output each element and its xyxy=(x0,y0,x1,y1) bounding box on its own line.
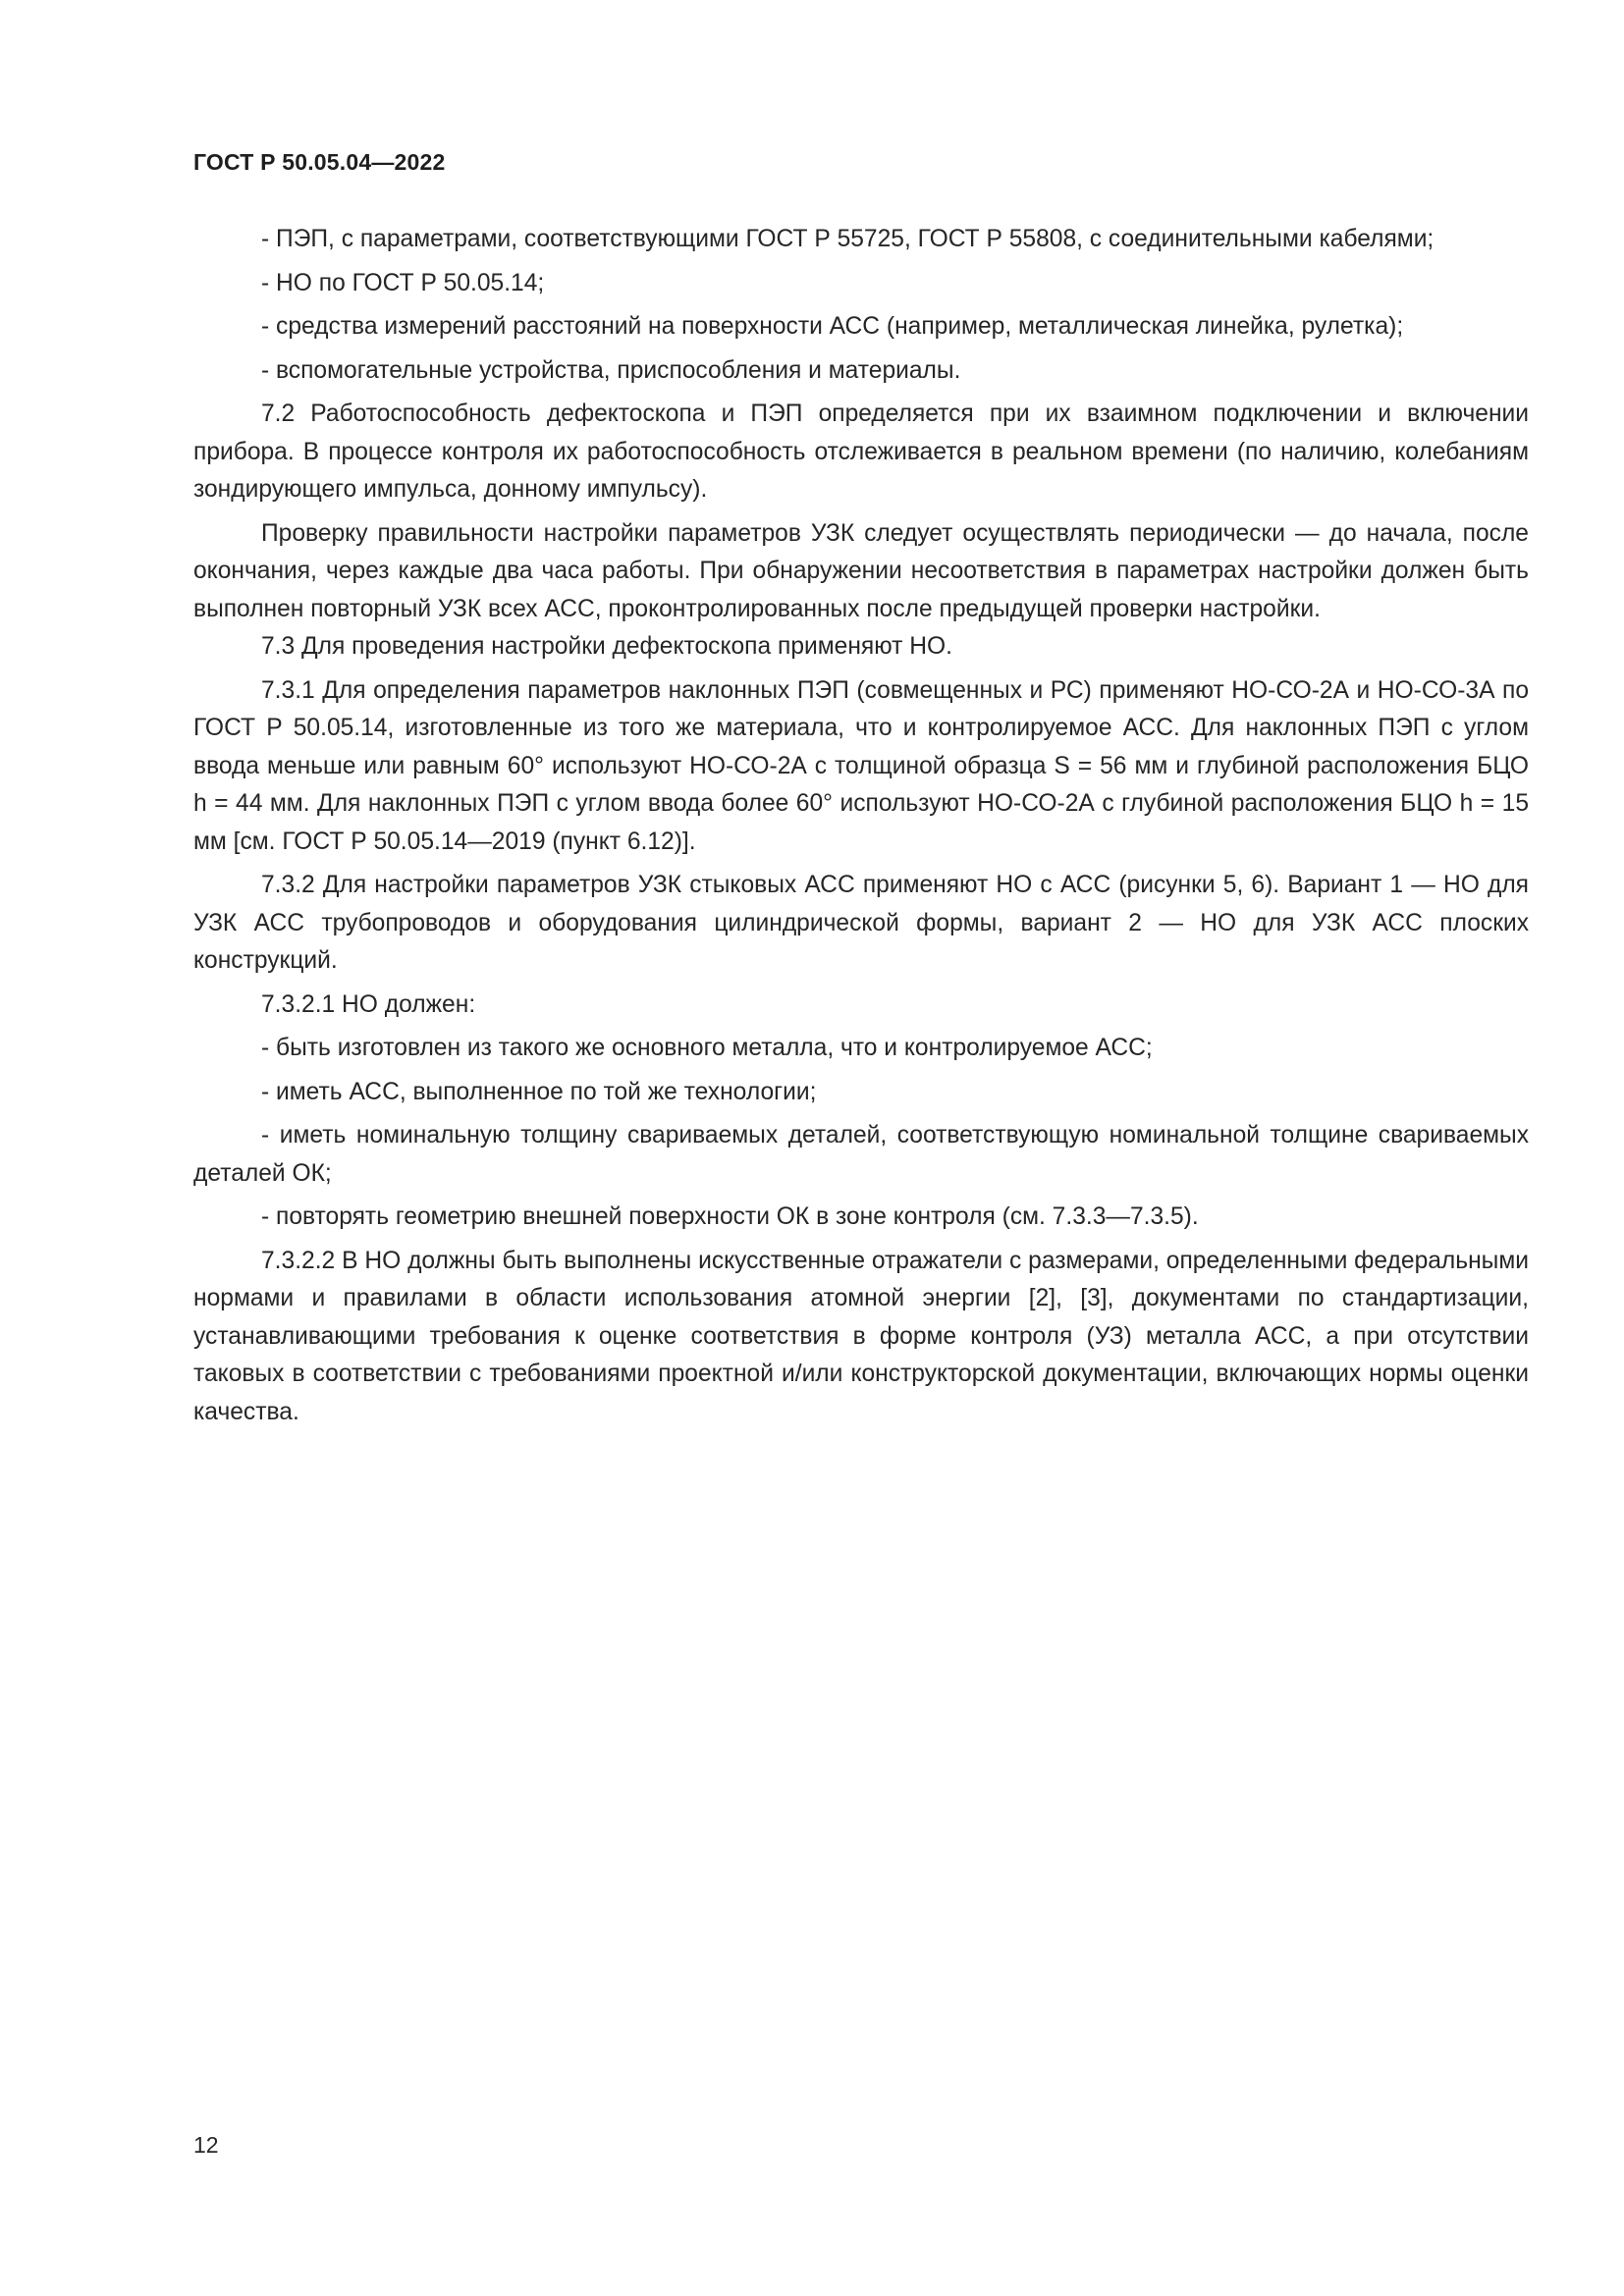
list-item-geometry: - повторять геометрию внешней поверхности ОК в зоне контроля (см. 7.3.3—7.3.5). xyxy=(261,1203,1199,1230)
clause-7-2: 7.2 Работоспособность дефектоскопа и ПЭП определяется при их взаимном подключении и включении прибора. В процессе контроля их работоспособность отслеживается в реальном времени (по наличию, колебаниям зондирующего импульса, донному импульсу). xyxy=(193,400,1529,503)
list-item-no: - НО по ГОСТ Р 50.05.14; xyxy=(261,269,545,296)
clause-7-3-2-2: 7.3.2.2 В НО должны быть выполнены искусственные отражатели с размерами, определенными федеральными нормами и правилами в области использования атомной энергии [2], [3], документами по стандартизации, устанавливающими требования к оценке соответствия в форме контроля (УЗ) металла АСС, а при отсутствии таковых в соответствии с требованиями проектной и/или конструкторской документации, включающих нормы оценки качества. xyxy=(193,1247,1529,1425)
clause-7-2-check: Проверку правильности настройки параметров УЗК следует осуществлять периодически — до начала, после окончания, через каждые два часа работы. При обнаружении несоответствия в параметрах настройки должен быть выполнен повторный УЗК всех АСС, проконтролированных после предыдущей проверки настройки. xyxy=(193,519,1529,622)
clause-7-3-1: 7.3.1 Для определения параметров наклонных ПЭП (совмещенных и РС) применяют НО-СО-2А и НО-СО-3А по ГОСТ Р 50.05.14, изготовленные из того же материала, что и контролируемое АСС. Для наклонных ПЭП с углом ввода меньше или равным 60° используют НО-СО-2А с толщиной образца S = 56 мм и глубиной расположения БЦО h = 44 мм. Для наклонных ПЭП с углом ввода более 60° используют НО-СО-2А с глубиной расположения БЦО h = 15 мм [см. ГОСТ Р 50.05.14—2019 (пункт 6.12)]. xyxy=(193,676,1529,855)
page-number: 12 xyxy=(193,2132,219,2158)
list-item-technology: - иметь АСС, выполненное по той же технологии; xyxy=(261,1078,817,1105)
list-item-pep: - ПЭП, с параметрами, соответствующими ГОСТ Р 55725, ГОСТ Р 55808, с соединительными кабелями; xyxy=(261,226,1435,252)
list-item-measuring-tools: - средства измерений расстояний на поверхности АСС (например, металлическая линейка, рулетка); xyxy=(261,313,1404,340)
list-item-auxiliary-devices: - вспомогательные устройства, приспособления и материалы. xyxy=(261,356,961,384)
list-item-base-metal: - быть изготовлен из такого же основного металла, что и контролируемое АСС; xyxy=(261,1035,1153,1061)
document-body xyxy=(193,221,1529,1431)
clause-7-3-2-1: 7.3.2.1 НО должен: xyxy=(261,990,476,1018)
clause-7-3: 7.3 Для проведения настройки дефектоскопа применяют НО. xyxy=(261,633,952,660)
list-item-thickness: - иметь номинальную толщину свариваемых деталей, соответствующую номинальной толщине свариваемых деталей ОК; xyxy=(193,1122,1529,1187)
document-header: ГОСТ Р 50.05.04—2022 xyxy=(193,149,446,175)
clause-7-3-2: 7.3.2 Для настройки параметров УЗК стыковых АСС применяют НО с АСС (рисунки 5, 6). Вариант 1 — НО для УЗК АСС трубопроводов и оборудования цилиндрической формы, вариант 2 — НО для УЗК АСС плоских конструкций. xyxy=(193,872,1529,974)
